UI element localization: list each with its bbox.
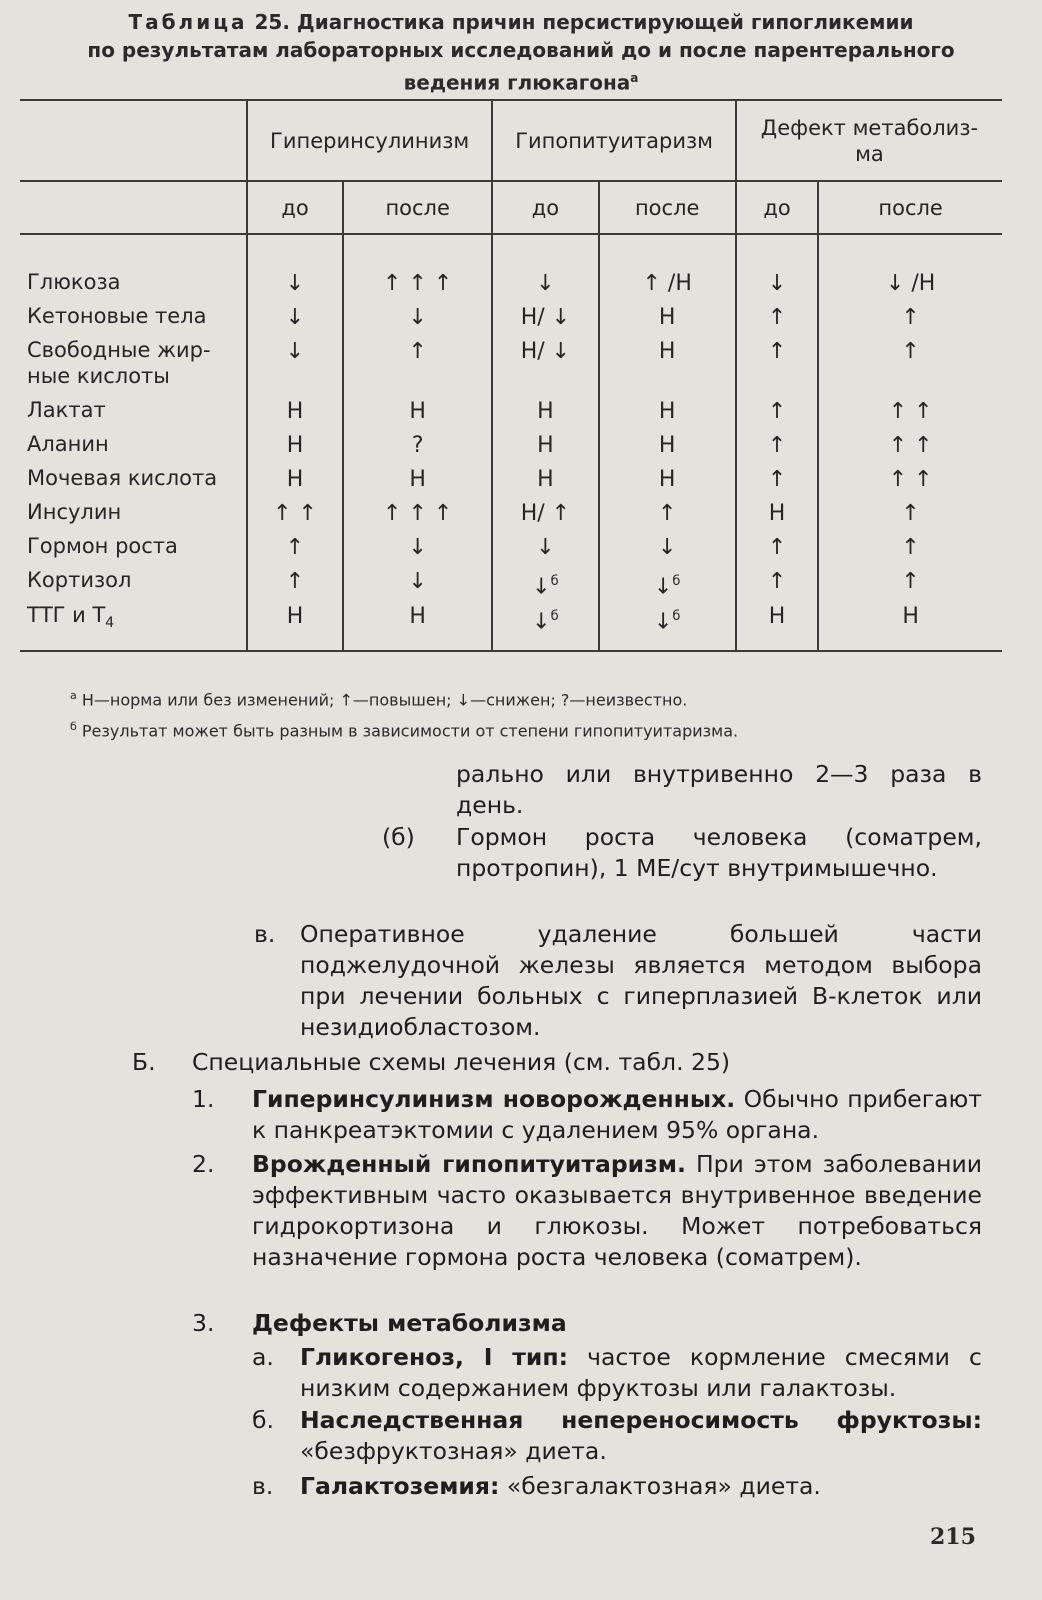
subheader-after: после: [599, 181, 736, 234]
list-item: Галактоземия: «безгалактозная» диета.: [300, 1472, 821, 1500]
table-row: Гормон роста ↑ ↓ ↓ ↓ ↑ ↑: [20, 533, 1002, 567]
row-label: Свободные жир- ные кислоты: [27, 338, 211, 388]
table-footnotes: [70, 682, 1010, 745]
caption-footnote-mark: а: [630, 71, 639, 85]
list-marker: в.: [252, 1472, 274, 1500]
table-row: Глюкоза ↓ ↑ ↑ ↑ ↓ ↑ /Н ↓ ↓ /Н: [20, 269, 1002, 303]
list-marker: б.: [252, 1406, 274, 1434]
continued-paragraph: рально или внутривенно 2—3 раза в день.: [456, 760, 982, 819]
table-row: Кортизол ↑ ↓ ↓$^б$ ↓$^б$ ↑ ↑: [20, 567, 1002, 602]
list-marker: 2.: [192, 1150, 215, 1178]
list-marker: 3.: [192, 1309, 215, 1337]
row-label: Гормон роста: [27, 534, 178, 558]
row-label: Кортизол: [27, 568, 132, 592]
col-group-hyperinsulinism: Гиперинсулинизм: [247, 100, 492, 181]
table-row: Кетоновые тела ↓ ↓ Н/ ↓ Н ↑ ↑: [20, 303, 1002, 337]
col-group-metabolic-defect: Дефект метаболиз- ма: [736, 100, 1002, 181]
footnote-b: $^б$ Результат может быть разным в зависимости от степени гипопитуитаризма.: [70, 720, 739, 741]
list-marker: (б): [382, 823, 415, 851]
subheader-before: до: [247, 181, 343, 234]
row-label: Мочевая кислота: [27, 466, 218, 490]
row-label: Кетоновые тела: [27, 304, 207, 328]
list-item: Наследственная непереносимость фруктозы: «безфруктозная» диета.: [300, 1406, 982, 1465]
table-row: Мочевая кислота Н Н Н Н ↑ ↑ ↑: [20, 465, 1002, 499]
subheader-before: до: [492, 181, 598, 234]
list-item: Врожденный гипопитуитаризм. При этом заболевании эффективным часто оказывается внутривенное введение гидрокортизона и глюкозы. Может потребоваться назначение гормона роста человека (соматрем).: [252, 1150, 982, 1271]
table-row: Аланин Н ? Н Н ↑ ↑ ↑: [20, 431, 1002, 465]
list-item: Гормон роста человека (соматрем, протропин), 1 МЕ/сут внутримышечно.: [456, 823, 982, 882]
subheader-after: после: [818, 181, 1002, 234]
list-item: Дефекты метаболизма: [252, 1309, 567, 1337]
section-marker: Б.: [132, 1048, 156, 1076]
list-item: Гиперинсулинизм новорожденных. Обычно прибегают к панкреатэктомии с удалением 95% органа.: [252, 1085, 982, 1144]
section-heading: Специальные схемы лечения (см. табл. 25): [192, 1048, 731, 1076]
col-group-hypopituitarism: Гипопитуитаризм: [492, 100, 736, 181]
table-row: Свободные жир- ные кислоты ↓ ↑ Н/ ↓ Н ↑ ↑: [20, 337, 1002, 397]
caption-line-3: ведения глюкагона: [403, 70, 631, 95]
table-caption: [0, 8, 1042, 97]
list-item: Оперативное удаление большей части поджелудочной железы является методом выбора при лечении больных с гиперплазией В-клеток или незидиобластозом.: [300, 920, 982, 1041]
subheader-before: до: [736, 181, 818, 234]
table-row: Лактат Н Н Н Н ↑ ↑ ↑: [20, 397, 1002, 431]
list-marker: в.: [254, 920, 276, 948]
table-row: ТТГ и $Т_4$ Н Н ↓$^б$ ↓$^б$ Н Н: [20, 602, 1002, 651]
row-label: ТТГ и $Т_4$: [20, 602, 247, 651]
caption-line-2: по результатам лабораторных исследований до и после парентерального: [87, 38, 955, 62]
table-row: Инсулин ↑ ↑ ↑ ↑ ↑ Н/ ↑ ↑ Н ↑: [20, 499, 1002, 533]
caption-label: Таблица: [128, 10, 248, 34]
row-label: Аланин: [27, 432, 109, 456]
page-number: 215: [930, 1524, 976, 1550]
diagnostics-table: [20, 99, 1002, 652]
caption-line-1: 25. Диагностика причин персистирующей гипогликемии: [254, 10, 914, 34]
list-item: Гликогеноз, I тип: частое кормление смесями с низким содержанием фруктозы или галактозы.: [300, 1343, 982, 1402]
list-marker: а.: [252, 1343, 274, 1371]
row-label: Инсулин: [27, 500, 122, 524]
footnote-a: $^а$ Н—норма или без изменений; ↑—повышен; ↓—снижен; ?—неизвестно.: [70, 689, 688, 710]
list-marker: 1.: [192, 1085, 215, 1113]
subheader-after: после: [343, 181, 492, 234]
row-label: Лактат: [27, 398, 106, 422]
row-label: Глюкоза: [27, 270, 121, 294]
corner-cell: [20, 100, 247, 181]
